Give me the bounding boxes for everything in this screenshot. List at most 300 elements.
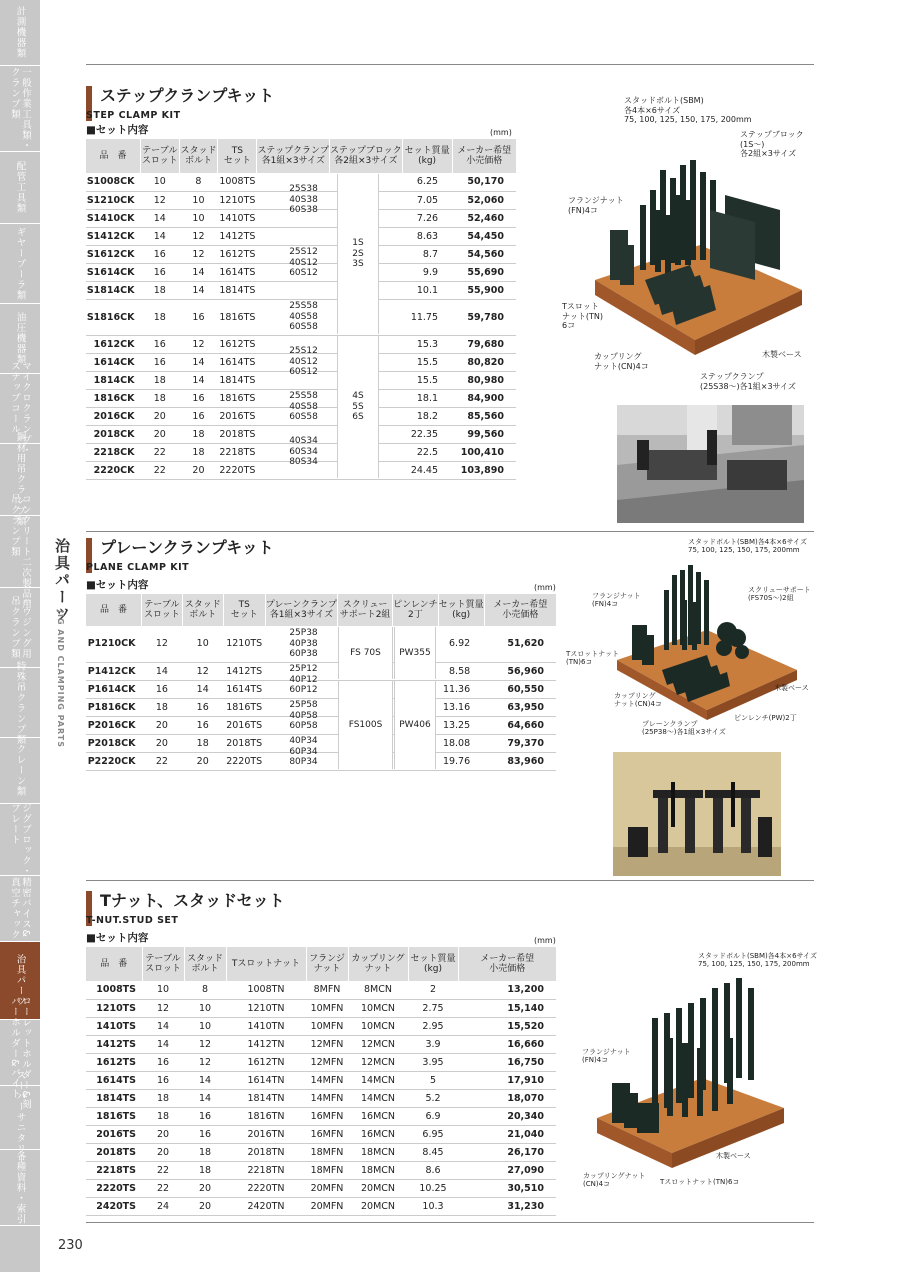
table-cell: 1412TS [223,662,265,680]
table-cell: 24 [142,1197,184,1215]
section-label-en: JIG AND CLAMPING PARTS [56,610,65,748]
table-cell: 12 [182,662,223,680]
sidebar-tab[interactable] [0,588,40,668]
table-cell: 6.95 [408,1125,458,1143]
table-cell: 21,040 [458,1125,556,1143]
column-header: スタッド ボルト [182,594,223,626]
table-cell: 1008TN [226,981,306,999]
table-cell: 1614TS [86,1071,142,1089]
table-cell: 2016TS [223,716,265,734]
table-cell: 1412TS [86,1035,142,1053]
tnut-title [86,891,285,926]
table-cell: 2218TN [226,1161,306,1179]
sidebar-tab[interactable] [0,804,40,876]
table-cell: 8 [179,173,218,191]
column-header: セット質量 (kg) [402,139,452,173]
table-cell: S1814CK [86,281,140,299]
table-cell: 54,560 [452,245,516,263]
table-cell: 22 [140,443,179,461]
table-cell: 1410TS [86,1017,142,1035]
plane-ann-support: スクリューサポート (FS70S〜)2組 [748,586,811,602]
sidebar-tab-label: ローレットホルダー&刻 バーホルダー&バイト [9,995,31,1110]
table-cell: 103,890 [452,461,516,479]
step-kit-photo [590,150,805,365]
table-cell: 6.9 [408,1107,458,1125]
table-row [86,1035,556,1053]
sidebar-tab-label: マイクロクランプ・ スナップコール [9,361,31,456]
merged-cell: FS100S [338,681,393,769]
column-header: TS セット [218,139,257,173]
table-cell: 16 [140,245,179,263]
table-cell: 26,170 [458,1143,556,1161]
sidebar-tab[interactable] [0,660,40,745]
table-cell: 12MFN [306,1053,348,1071]
table-cell: 15.5 [402,371,452,389]
table-cell: 2220CK [86,461,140,479]
table-cell: 10MCN [348,1017,408,1035]
table-cell: 18MCN [348,1143,408,1161]
step-ann-block: ステップブロック (1S〜) 各2組×3サイズ [740,130,804,158]
sidebar-tab[interactable] [0,224,40,304]
table-cell: 1210TS [223,626,265,662]
table-cell: 1612TS [218,245,257,263]
table-cell: 1614TS [223,680,265,698]
table-cell: 20 [141,716,182,734]
table-cell: 16,750 [458,1053,556,1071]
table-cell: 2016CK [86,407,140,425]
table-cell: 14 [184,1089,226,1107]
table-cell: 1614TS [218,353,257,371]
table-cell: 22 [141,752,182,770]
plane-usage-photo [613,752,781,876]
table-cell: 12 [140,191,179,209]
table-cell: 18 [184,1161,226,1179]
tnut-ann-tnut: Tスロットナット(TN)6コ [660,1178,740,1186]
sidebar-tab-label: 鋼材用吊クランプ類 [14,432,26,527]
table-cell: 1410TS [218,209,257,227]
column-header: プレーンクランプ 各1組×3サイズ [265,594,337,626]
table-cell: 63,950 [484,698,556,716]
tnut-unit: (mm) [534,936,556,945]
column-header: スタッド ボルト [184,947,226,981]
table-cell: P1816CK [86,698,141,716]
table-cell: 8.63 [402,227,452,245]
sidebar-tab-label: ハウジング用 吊クランプ類 [9,596,31,659]
table-cell: 18 [142,1089,184,1107]
sidebar-tab[interactable] [0,876,40,942]
table-cell: 13.16 [438,698,484,716]
table-cell: S1008CK [86,173,140,191]
tnut-ann-base: 木製ベース [716,1152,751,1160]
table-cell: 18 [140,299,179,335]
table-cell: 16 [140,335,179,353]
column-header: セット質量 (kg) [438,594,484,626]
table-cell: P2016CK [86,716,141,734]
sidebar-tab-label: ジグブロック・ プレート [9,802,31,877]
sidebar-tab-label: 精密バイス& 真空チャック [9,877,31,940]
table-cell: 8MCN [348,981,408,999]
table-cell: 19.76 [438,752,484,770]
tnut-set-label: ■セット内容 [86,932,149,944]
table-cell: 1816TN [226,1107,306,1125]
step-usage-photo [617,405,804,523]
table-cell: 2220TS [86,1179,142,1197]
table-cell: 8.7 [402,245,452,263]
table-cell: 79,680 [452,335,516,353]
table-cell: 20 [142,1143,184,1161]
table-cell: 14MCN [348,1071,408,1089]
sidebar-tab[interactable] [0,1150,40,1226]
column-header: スクリュー サポート2組 [338,594,393,626]
table-cell: 16 [184,1107,226,1125]
table-cell: 2220TS [218,461,257,479]
sidebar-tab-label: スーパーサニタリー [14,1070,26,1165]
table-cell: 8.6 [408,1161,458,1179]
table-cell: 24.45 [402,461,452,479]
sidebar-tab[interactable] [0,1070,40,1165]
table-cell: S1816CK [86,299,140,335]
sidebar-tab-label: 一般作業工具類・ クランプ類 [9,66,31,151]
tnut-ann-flange: フランジナット (FN)4コ [582,1048,631,1064]
merged-cell: 25S12 40S12 60S12 [289,247,318,279]
table-cell: 10.25 [408,1179,458,1197]
step-ann-flange: フランジナット (FN)4コ [568,196,624,215]
table-cell: 14 [179,371,218,389]
table-cell: 7.26 [402,209,452,227]
tnut-ann-coupling: カップリングナット (CN)4コ [583,1172,646,1188]
table-cell: 14 [184,1071,226,1089]
sidebar-tab-label: 油圧機器類 [14,312,26,365]
table-cell: 8.58 [438,662,484,680]
table-cell: 14MFN [306,1089,348,1107]
merged-cell: PW406 [394,681,436,769]
column-header: セット質量 (kg) [408,947,458,981]
table-cell: 60,550 [484,680,556,698]
table-cell: 11.36 [438,680,484,698]
table-cell: 1612TS [218,335,257,353]
table-cell: 11.75 [402,299,452,335]
merged-cell: 25P58 40P58 60P58 [289,700,318,732]
table-cell: 20 [182,752,223,770]
table-cell: 15.5 [402,353,452,371]
table-cell: 16 [142,1053,184,1071]
table-cell: 1614TN [226,1071,306,1089]
step-unit: (mm) [490,128,512,137]
plane-unit: (mm) [534,583,556,592]
table-cell: 3.9 [408,1035,458,1053]
column-header: Tスロットナット [226,947,306,981]
table-cell: 12 [184,1053,226,1071]
sidebar-tab-label: 治具パーツ [14,954,26,1007]
table-cell: 54,450 [452,227,516,245]
table-cell: 7.05 [402,191,452,209]
table-cell: 1210TN [226,999,306,1017]
table-cell: 20 [140,425,179,443]
column-header: メーカー希望 小売価格 [484,594,556,626]
table-row [86,1179,556,1197]
table-cell: 18 [141,698,182,716]
table-cell: 14 [140,227,179,245]
tnut-ann-bolt: スタッドボルト(SBM)各4本×6サイズ 75, 100, 125, 150, 175, 200mm [698,952,817,968]
tnut-table [86,947,556,1216]
table-cell: 83,960 [484,752,556,770]
table-cell: S1410CK [86,209,140,227]
table-cell: 2018TS [223,734,265,752]
step-title-en: STEP CLAMP KIT [86,110,181,121]
table-cell: 52,460 [452,209,516,227]
table-row [86,1197,556,1215]
table-cell: 5.2 [408,1089,458,1107]
sidebar-tab[interactable] [0,493,40,610]
table-cell: 20 [140,407,179,425]
table-cell: 5 [408,1071,458,1089]
chapter-sidebar [0,0,40,1272]
table-cell: 6.92 [438,626,484,662]
plane-set-label: ■セット内容 [86,579,149,591]
table-cell: 12MCN [348,1053,408,1071]
column-header: カップリング ナット [348,947,408,981]
table-cell: 10MFN [306,999,348,1017]
table-cell: 31,230 [458,1197,556,1215]
column-header: スタッド ボルト [179,139,218,173]
table-cell: 18.08 [438,734,484,752]
table-cell: 2016TN [226,1125,306,1143]
column-header: テーブル スロット [140,139,179,173]
table-cell: 12 [141,626,182,662]
sidebar-tab[interactable] [0,152,40,224]
table-cell: 2420TN [226,1197,306,1215]
sidebar-tab-label: 各種資料・索引 [14,1150,26,1225]
table-cell: 1612CK [86,335,140,353]
table-cell: 2218TS [218,443,257,461]
table-cell: 2018TS [218,425,257,443]
table-cell: 12 [179,227,218,245]
tnut-title-jp: Tナット、スタッドセット [100,891,285,910]
table-cell: 14 [179,353,218,371]
table-cell: 10 [182,626,223,662]
table-cell: 18MCN [348,1161,408,1179]
table-cell: 16MCN [348,1107,408,1125]
table-cell: 27,090 [458,1161,556,1179]
column-header: ステップブロック 各2組×3サイズ [330,139,403,173]
table-cell: 20 [184,1197,226,1215]
merged-cell: FS 70S [338,627,393,679]
table-cell: 1412TS [218,227,257,245]
table-row [86,1053,556,1071]
table-cell: 14MFN [306,1071,348,1089]
rule-top [86,64,814,65]
table-cell: 2016TS [218,407,257,425]
table-cell: 3.95 [408,1053,458,1071]
merged-cell: 25P38 40P38 60P38 [289,628,318,660]
plane-ann-base: 木製ベース [774,684,809,692]
table-cell: 16 [182,698,223,716]
table-cell: 1412TN [226,1035,306,1053]
merged-cell: 4S 5S 6S [337,336,379,478]
step-ann-base: 木製ベース [762,350,802,359]
table-cell: 2218TS [86,1161,142,1179]
table-cell: 20MCN [348,1197,408,1215]
table-cell: 18 [179,443,218,461]
table-cell: 84,900 [452,389,516,407]
step-set-label: ■セット内容 [86,124,149,136]
table-row [86,981,556,999]
table-cell: 51,620 [484,626,556,662]
table-cell: 18MFN [306,1143,348,1161]
table-cell: 64,660 [484,716,556,734]
table-cell: 20MFN [306,1197,348,1215]
merged-cell: 25S12 40S12 60S12 [289,346,318,378]
table-cell: 16 [179,389,218,407]
table-cell: 1008TS [86,981,142,999]
table-cell: 13,200 [458,981,556,999]
table-cell: 80,820 [452,353,516,371]
column-header: ピンレンチ 2丁 [393,594,439,626]
table-cell: 1814TN [226,1089,306,1107]
plane-title [86,538,274,573]
plane-title-jp: プレーンクランプキット [100,538,274,557]
sidebar-tab-label: 配管工具類 [14,161,26,214]
table-cell: 18 [140,281,179,299]
table-cell: 20 [142,1125,184,1143]
merged-cell: 25S58 40S58 60S58 [289,301,318,333]
table-cell: 52,060 [452,191,516,209]
merged-cell: 1S 2S 3S [337,174,379,334]
table-cell: 1816TS [86,1107,142,1125]
table-cell: 16MFN [306,1107,348,1125]
table-cell: 18 [182,734,223,752]
table-cell: 1816TS [218,299,257,335]
table-cell: 1612TN [226,1053,306,1071]
column-header: TS セット [223,594,265,626]
table-cell: 1816TS [223,698,265,716]
table-cell: 12 [179,245,218,263]
table-cell: 80,980 [452,371,516,389]
tnut-title-en: T-NUT.STUD SET [86,915,179,926]
table-cell: 18 [184,1143,226,1161]
table-cell: 18 [142,1107,184,1125]
table-cell: 10 [179,209,218,227]
table-cell: S1614CK [86,263,140,281]
table-cell: 16 [179,407,218,425]
column-header: フランジ ナット [306,947,348,981]
column-header: 品 番 [86,947,142,981]
sidebar-tab[interactable] [0,66,40,152]
table-cell: 59,780 [452,299,516,335]
table-cell: 85,560 [452,407,516,425]
table-cell: 8MFN [306,981,348,999]
table-cell: 20 [184,1179,226,1197]
table-cell: 1814TS [218,281,257,299]
table-cell: 14 [179,281,218,299]
table-cell: 12MFN [306,1035,348,1053]
table-cell: 14 [142,1035,184,1053]
table-cell: 10 [184,999,226,1017]
merged-cell: 40P34 60P34 80P34 [289,736,318,768]
table-cell: 8.45 [408,1143,458,1161]
table-cell: 18,070 [458,1089,556,1107]
table-cell: 56,960 [484,662,556,680]
table-cell: 2218CK [86,443,140,461]
table-cell: 2.95 [408,1017,458,1035]
table-cell: 10 [184,1017,226,1035]
table-cell: 16,660 [458,1035,556,1053]
table-cell: 16 [142,1071,184,1089]
table-cell: 13.25 [438,716,484,734]
table-cell: 15.3 [402,335,452,353]
table-cell: 16 [179,299,218,335]
table-cell: 22.35 [402,425,452,443]
sidebar-tab-label: 特殊吊クランプ類 [14,660,26,745]
plane-ann-coupling: カップリング ナット(CN)4コ [614,692,662,708]
table-cell: 16MFN [306,1125,348,1143]
table-cell: 1814TS [86,1089,142,1107]
table-cell: 16 [182,716,223,734]
sidebar-tab[interactable] [0,738,40,804]
table-cell: P1412CK [86,662,141,680]
page-number: 230 [58,1238,83,1253]
table-cell: 10MFN [306,1017,348,1035]
tnut-kit-photo [592,968,788,1173]
table-cell: 10.1 [402,281,452,299]
table-cell: P1614CK [86,680,141,698]
sidebar-tab-label: ギヤープーラ類 [14,226,26,301]
table-cell: S1612CK [86,245,140,263]
merged-cell: 25S58 40S58 60S58 [289,391,318,423]
table-cell: 20 [179,461,218,479]
sidebar-tab[interactable] [0,0,40,66]
table-cell: 18 [140,371,179,389]
sidebar-tab-label: クレーン類 [14,744,26,797]
table-row [86,1125,556,1143]
table-cell: 17,910 [458,1071,556,1089]
merged-cell: 40S34 60S34 80S34 [289,436,318,468]
plane-ann-clamp: プレーンクランプ (25P38〜)各1組×3サイズ [642,720,726,736]
step-ann-coupling: カップリング ナット(CN)4コ [594,352,649,371]
merged-cell: 25S38 40S38 60S38 [289,184,318,216]
table-cell: 1614CK [86,353,140,371]
table-cell: 15,140 [458,999,556,1017]
table-cell: 2 [408,981,458,999]
table-cell: 10MCN [348,999,408,1017]
column-header: メーカー希望 小売価格 [452,139,516,173]
table-cell: 1814CK [86,371,140,389]
sidebar-tab-label: 計測機器類 [14,6,26,59]
table-cell: P2220CK [86,752,141,770]
table-cell: 79,370 [484,734,556,752]
step-ann-clamp: ステップクランプ (25S38〜)各1組×3サイズ [700,372,796,391]
merged-cell: 25P12 40P12 60P12 [289,664,318,696]
table-cell: 18.2 [402,407,452,425]
table-cell: 12 [179,335,218,353]
table-cell: 12 [142,999,184,1017]
table-row [86,1161,556,1179]
table-cell: 1816CK [86,389,140,407]
table-cell: 14MCN [348,1089,408,1107]
table-cell: 55,900 [452,281,516,299]
table-cell: 9.9 [402,263,452,281]
table-cell: 14 [142,1017,184,1035]
table-cell: 2.75 [408,999,458,1017]
column-header: 品 番 [86,594,141,626]
table-cell: 1210TS [218,191,257,209]
table-cell: 14 [179,263,218,281]
table-cell: 15,520 [458,1017,556,1035]
plane-ann-tnut: Tスロットナット (TN)6コ [566,650,619,666]
column-header: メーカー希望 小売価格 [458,947,556,981]
table-cell: 14 [141,662,182,680]
table-cell: 30,510 [458,1179,556,1197]
